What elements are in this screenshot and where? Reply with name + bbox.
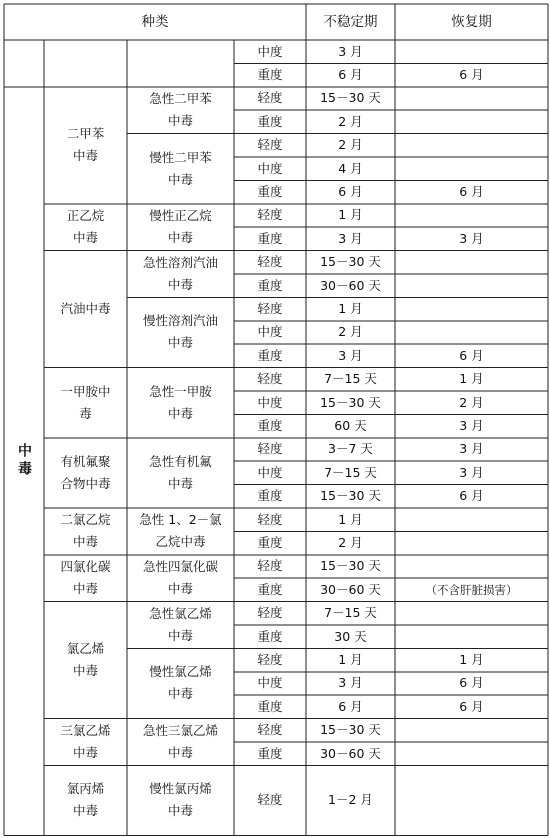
subtype-name-cell [127,368,234,438]
subtype-name-cell [127,719,234,766]
recovery-cell [395,204,548,227]
poisoning-name-lines [60,556,110,600]
recovery-cell [395,274,548,297]
severity-cell [234,531,306,554]
subtype-name-cell [127,134,234,204]
recovery-cell [395,40,548,63]
severity-cell [234,63,306,86]
unstable-cell [306,40,395,63]
unstable-value: 15－30 天 [320,90,381,106]
recovery-value: 6 月 [459,347,484,363]
unstable-cell [306,368,395,391]
unstable-value: 4 月 [338,160,363,176]
subtype-name-line: 中毒 [167,113,193,129]
unstable-value: 15－30 天 [320,254,381,270]
group-label: 中毒 [16,443,32,480]
unstable-cell [306,555,395,578]
subtype-name-lines [143,720,218,764]
unstable-cell [306,485,395,508]
recovery-value: 3 月 [459,230,484,246]
recovery-value: 2 月 [459,394,484,410]
unstable-value: 15－30 天 [320,394,381,410]
severity-cell [234,625,306,648]
severity-value: 轻度 [257,441,283,457]
recovery-value: 6 月 [459,67,484,83]
subtype-name-lines [149,147,212,191]
poisoning-name-lines [60,298,110,320]
poisoning-name-line: 四氯化碳 [60,559,111,575]
unstable-cell [306,625,395,648]
unstable-cell [306,508,395,531]
recovery-cell [395,695,548,718]
subtype-name-cell [127,204,234,251]
unstable-cell [306,110,395,133]
subtype-name-lines [149,661,212,705]
severity-cell [234,297,306,320]
severity-cell [234,414,306,437]
severity-cell [234,508,306,531]
subtype-name-line: 急性一甲胺 [149,383,212,399]
subtype-name-line: 慢性氯丙烯 [149,781,212,797]
poisoning-name-line: 汽油中毒 [60,301,111,317]
recovery-cell [395,531,548,554]
unstable-cell [306,672,395,695]
subtype-name-lines [149,205,212,249]
severity-value: 中度 [257,324,283,340]
subtype-name-lines [143,556,218,600]
severity-cell [234,648,306,671]
recovery-value: 1 月 [459,371,484,387]
severity-value: 中度 [257,160,283,176]
poisoning-name-line: 中毒 [72,803,98,819]
unstable-value: 6 月 [338,698,363,714]
subtype-name-line: 慢性二甲苯 [149,149,212,165]
subtype-name-cell [127,555,234,602]
unstable-value: 15－30 天 [320,488,381,504]
subtype-name-line: 中毒 [167,475,193,491]
subtype-name-cell [127,602,234,649]
recovery-cell [395,765,548,835]
subtype-name-lines [149,88,212,132]
severity-value: 重度 [257,347,283,363]
subtype-name-lines [139,509,221,553]
unstable-cell [306,648,395,671]
poisoning-name-cell [44,508,127,555]
subtype-name-line: 急性二甲苯 [149,91,212,107]
header-category [4,4,306,40]
unstable-cell [306,695,395,718]
severity-value: 中度 [257,43,283,59]
subtype-name-line: 中毒 [167,335,193,351]
poisoning-name-line: 二氯乙烷 [60,512,111,528]
severity-value: 轻度 [257,254,283,270]
unstable-value: 7－15 天 [324,371,377,387]
severity-cell [234,485,306,508]
recovery-cell [395,321,548,344]
severity-cell [234,321,306,344]
subtype-name-lines [149,603,212,647]
severity-value: 重度 [257,581,283,597]
poisoning-name-line: 氯乙烯 [66,641,105,657]
subtype-name-line: 中毒 [167,276,193,292]
subtype-name-cell [127,648,234,718]
recovery-cell [395,648,548,671]
unstable-cell [306,297,395,320]
severity-cell [234,134,306,157]
recovery-cell [395,297,548,320]
subtype-name-line: 中毒 [167,686,193,702]
recovery-value: 6 月 [459,675,484,691]
recovery-value: 3 月 [459,464,484,480]
poisoning-name-cell [44,555,127,602]
severity-cell [234,555,306,578]
subtype-name-line: 急性 1、2－氯 [139,512,222,528]
subtype-name-line: 中毒 [167,405,193,421]
subtype-name-line: 中毒 [167,171,193,187]
subtype-name-line: 中毒 [167,627,193,643]
recovery-cell [395,461,548,484]
subtype-name-lines [149,381,212,425]
severity-cell [234,368,306,391]
unstable-value: 3 月 [338,230,363,246]
unstable-cell [306,602,395,625]
subtype-name-line: 急性三氯乙烯 [142,722,218,738]
recovery-cell [395,368,548,391]
severity-value: 轻度 [257,301,283,317]
unstable-cell [306,63,395,86]
severity-cell [234,461,306,484]
poisoning-name-lines [60,381,110,425]
severity-cell [234,204,306,227]
unstable-cell [306,531,395,554]
subtype-name-line: 急性氯乙烯 [149,605,212,621]
severity-value: 轻度 [257,90,283,106]
poisoning-name-cell [44,602,127,719]
severity-cell [234,742,306,765]
subtype-name-line: 乙烷中毒 [155,534,206,550]
subtype-name-line: 慢性溶剂汽油 [142,313,218,329]
unstable-value: 1 月 [338,652,363,668]
subtype-name-line: 中毒 [167,803,193,819]
unstable-cell [306,274,395,297]
subtype-name-cell [127,508,234,555]
poisoning-name-cell [44,438,127,508]
subtype-name-cell [127,87,234,134]
unstable-cell [306,461,395,484]
poisoning-name-line: 一甲胺中 [60,383,111,399]
recovery-cell [395,578,548,601]
recovery-cell [395,719,548,742]
severity-value: 重度 [257,745,283,761]
unstable-cell [306,321,395,344]
recovery-cell [395,251,548,274]
recovery-value: 6 月 [459,488,484,504]
poisoning-name-line: 中毒 [72,744,98,760]
poisoning-name-cell [44,368,127,438]
recovery-cell [395,672,548,695]
unstable-value: 30 天 [334,628,367,644]
severity-value: 重度 [257,628,283,644]
severity-cell [234,719,306,742]
unstable-value: 1 月 [338,511,363,527]
severity-cell [234,765,306,835]
poisoning-name-line: 中毒 [72,581,98,597]
poisoning-name-line: 有机氟聚 [60,453,111,469]
subtype-name-cell [127,297,234,367]
header-unstable-label: 不稳定期 [323,14,378,30]
unstable-value: 2 月 [338,324,363,340]
unstable-cell [306,251,395,274]
unstable-value: 30－60 天 [320,745,381,761]
poisoning-name-lines [67,123,105,167]
unstable-value: 15－30 天 [320,722,381,738]
poisoning-name-line: 中毒 [72,663,98,679]
unstable-value: 3 月 [338,43,363,59]
severity-value: 轻度 [257,652,283,668]
unstable-value: 2 月 [338,113,363,129]
recovery-cell [395,63,548,86]
severity-value: 轻度 [257,558,283,574]
severity-value: 重度 [257,488,283,504]
recovery-value: 3 月 [459,418,484,434]
severity-value: 重度 [257,418,283,434]
recovery-cell [395,602,548,625]
header-recovery-label: 恢复期 [451,14,492,30]
severity-value: 重度 [257,113,283,129]
poisoning-name-line: 毒 [79,405,92,421]
severity-value: 轻度 [257,792,283,808]
header-recovery [395,4,548,40]
subtype-name-line: 中毒 [167,744,193,760]
unstable-value: 7－15 天 [324,605,377,621]
severity-cell [234,344,306,367]
recovery-value: 6 月 [459,184,484,200]
unstable-value: 1 月 [338,207,363,223]
severity-cell [234,87,306,110]
recovery-value: 6 月 [459,698,484,714]
subtype-name-lines [149,778,212,822]
unstable-cell [306,742,395,765]
severity-value: 轻度 [257,511,283,527]
header-category-label: 种类 [141,14,169,30]
subtype-name-line: 慢性氯乙烯 [149,664,212,680]
unstable-cell [306,344,395,367]
severity-cell [234,602,306,625]
subtype-name-line: 急性四氯化碳 [142,559,218,575]
recovery-cell [395,508,548,531]
unstable-value: 2 月 [338,535,363,551]
subtype-name-cell [127,251,234,298]
recovery-cell [395,110,548,133]
severity-value: 重度 [257,184,283,200]
severity-value: 重度 [257,698,283,714]
unstable-cell [306,227,395,250]
severity-value: 轻度 [257,722,283,738]
severity-value: 轻度 [257,207,283,223]
unstable-cell [306,180,395,203]
recovery-value: 3 月 [459,441,484,457]
header-unstable [306,4,395,40]
recovery-value: 1 月 [459,652,484,668]
recovery-cell [395,344,548,367]
severity-cell [234,391,306,414]
unstable-value: 6 月 [338,184,363,200]
unstable-value: 60 天 [334,418,367,434]
unstable-value: 30－60 天 [320,277,381,293]
poisoning-name-cell [44,87,127,204]
poisoning-name-line: 二甲苯 [66,126,105,142]
subtype-name-cell [127,438,234,508]
poisoning-name-cell [44,765,127,835]
poisoning-name-line: 中毒 [72,230,98,246]
unstable-value: 3 月 [338,675,363,691]
severity-cell [234,180,306,203]
recovery-cell [395,227,548,250]
subtype-name-line: 急性溶剂汽油 [142,254,218,270]
unstable-value: 15－30 天 [320,558,381,574]
severity-cell [234,672,306,695]
recovery-cell [395,180,548,203]
unstable-value: 2 月 [338,137,363,153]
severity-value: 中度 [257,394,283,410]
recovery-cell [395,555,548,578]
severity-value: 中度 [257,464,283,480]
unstable-cell [306,414,395,437]
poisoning-name-line: 中毒 [72,534,98,550]
recovery-cell [395,625,548,648]
unstable-value: 1－2 月 [328,792,373,808]
recovery-cell [395,485,548,508]
poisoning-name-lines [67,205,105,249]
subtype-name-lines [143,310,218,354]
poisoning-name-line: 中毒 [72,148,98,164]
severity-cell [234,110,306,133]
subtype-name-lines [143,252,218,296]
subtype-name-line: 中毒 [167,581,193,597]
severity-value: 中度 [257,675,283,691]
poisoning-name-line: 三氯乙烯 [60,722,111,738]
severity-cell [234,227,306,250]
subtype-name-line: 中毒 [167,230,193,246]
unstable-cell [306,438,395,461]
unstable-value: 1 月 [338,301,363,317]
unstable-cell [306,578,395,601]
severity-value: 轻度 [257,371,283,387]
unstable-value: 3－7 天 [328,441,373,457]
unstable-cell [306,765,395,835]
severity-cell [234,157,306,180]
severity-value: 重度 [257,230,283,246]
group-label-cell [4,87,44,836]
severity-cell [234,438,306,461]
unstable-cell [306,87,395,110]
poisoning-name-lines [60,720,110,764]
unstable-value: 3 月 [338,347,363,363]
recovery-cell [395,87,548,110]
severity-value: 重度 [257,277,283,293]
subtype-name-line: 慢性正乙烷 [149,208,212,224]
poisoning-name-line: 氯丙烯 [66,781,105,797]
recovery-cell [395,157,548,180]
poisoning-name-line: 合物中毒 [60,475,111,491]
recovery-cell [395,134,548,157]
severity-value: 轻度 [257,137,283,153]
poisoning-name-cell [44,204,127,251]
unstable-cell [306,391,395,414]
recovery-value: （不含肝脏损害） [425,582,518,597]
subtype-name-cell [127,765,234,835]
severity-cell [234,695,306,718]
recovery-cell [395,438,548,461]
severity-cell [234,40,306,63]
poisoning-name-lines [67,638,105,682]
poisoning-name-lines [67,778,105,822]
poisoning-name-lines [60,451,110,495]
poisoning-name-line: 正乙烷 [66,208,105,224]
severity-cell [234,251,306,274]
unstable-cell [306,157,395,180]
severity-value: 重度 [257,535,283,551]
unstable-value: 6 月 [338,67,363,83]
severity-value: 轻度 [257,605,283,621]
poisoning-name-cell [44,251,127,368]
unstable-value: 30－60 天 [320,581,381,597]
subtype-name-line: 急性有机氟 [149,453,212,469]
severity-value: 重度 [257,67,283,83]
unstable-cell [306,204,395,227]
unstable-value: 7－15 天 [324,464,377,480]
recovery-cell [395,742,548,765]
poisoning-name-lines [60,509,110,553]
severity-cell [234,578,306,601]
recovery-cell [395,414,548,437]
severity-cell [234,274,306,297]
recovery-cell [395,391,548,414]
poisoning-name-cell [44,719,127,766]
subtype-name-lines [149,451,212,495]
unstable-cell [306,134,395,157]
unstable-cell [306,719,395,742]
